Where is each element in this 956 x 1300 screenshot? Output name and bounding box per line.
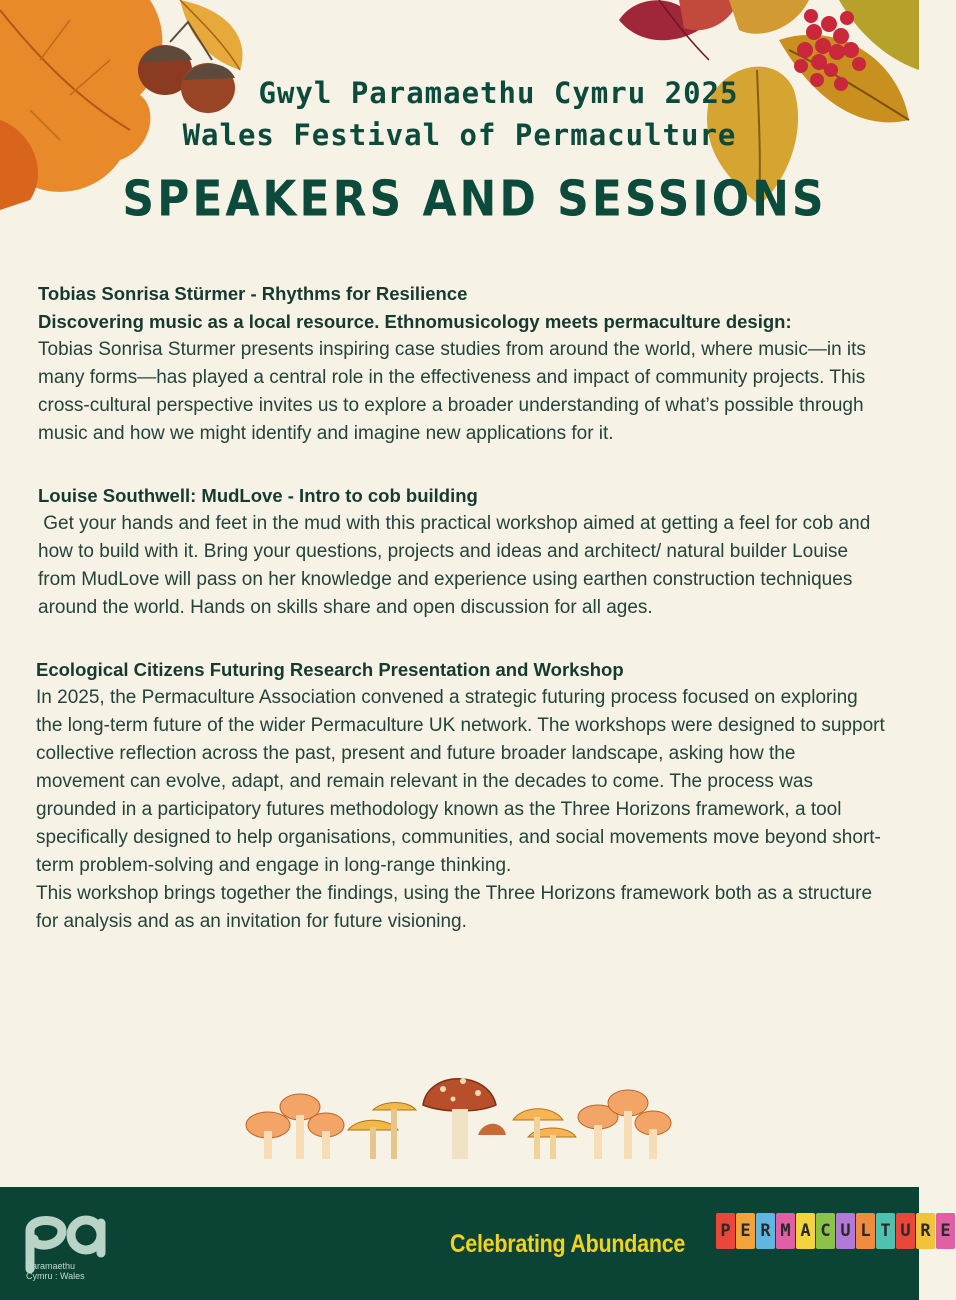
session-description-text-2: This workshop brings together the findings, using the Three Horizons framework both as a structure for analysis and as an invitation for future visioning. [36,883,873,932]
wordmark-letter: P [716,1213,735,1249]
wordmark-letter: M [776,1213,795,1249]
session-subtitle: Discovering music as a local resource. Ethnomusicology meets permaculture design: [38,311,792,332]
wordmark-letter: A [796,1213,815,1249]
session-description [38,510,888,622]
wordmark-letter: C [816,1213,835,1249]
festival-title-welsh: Gwyl Paramaethu Cymru 2025 [258,76,739,110]
festival-title-english: Wales Festival of Permaculture [182,118,737,152]
wordmark-letter: U [896,1213,915,1249]
sessions-list [38,280,888,970]
session-title: Louise Southwell: MudLove - Intro to cob building [38,485,478,506]
wordmark-letter: E [936,1213,955,1249]
page-header [0,72,919,230]
session-title: Tobias Sonrisa Stürmer - Rhythms for Resilience [38,283,468,304]
permaculture-wordmark [716,1209,956,1253]
session-description-text: Get your hands and feet in the mud with this practical workshop aimed at getting a feel for cob and how to build with it. Bring your questions, projects and ideas and architect/ natural builder Louise from MudLove will pass on her knowledge and experience using earthen construction techniques around the world. Hands on skills share and open discussion for all ages. [38,513,876,618]
page-footer [0,1187,951,1300]
session-tobias [38,280,888,448]
wordmark-letter: T [876,1213,895,1249]
wordmark-letter: R [756,1213,775,1249]
session-description-text: Tobias Sonrisa Sturmer presents inspiring case studies from around the world, where music—in its many forms—has played a central role in the effectiveness and impact of community projects. This cross-cultural perspective invites us to explore a broader understanding of what’s possible through music and how we might identify and imagine new applications for it. [38,339,866,444]
wordmark-letter: U [836,1213,855,1249]
logo-text-line2: Cymru : Wales [26,1271,85,1281]
wordmark-letter: L [856,1213,875,1249]
session-description [36,684,888,936]
mushrooms-illustration [238,1065,678,1165]
wordmark-letter: R [916,1213,935,1249]
logo-text-line1: Paramaethu [26,1261,76,1271]
logo-text [26,1261,85,1281]
session-description [38,336,888,448]
session-mudlove [38,482,888,622]
session-ecological-citizens [36,656,888,936]
session-title: Ecological Citizens Futuring Research Presentation and Workshop [36,659,624,680]
page-title: SPEAKERS AND SESSIONS [122,170,827,228]
footer-tagline: Celebrating Abundance [450,1230,686,1258]
wordmark-letter: E [736,1213,755,1249]
session-description-text: In 2025, the Permaculture Association convened a strategic futuring process focused on exploring the long-term future of the wider Permaculture UK network. The workshops were designed to support collective reflection across the past, present and future broader landscape, asking how the movement can evolve, adapt, and remain relevant in the decades to come. The process was grounded in a participatory futures methodology known as the Three Horizons framework, a tool specifically designed to help organisations, communities, and social movements move beyond short-term problem-solving and engage in long-range thinking. [36,687,885,876]
